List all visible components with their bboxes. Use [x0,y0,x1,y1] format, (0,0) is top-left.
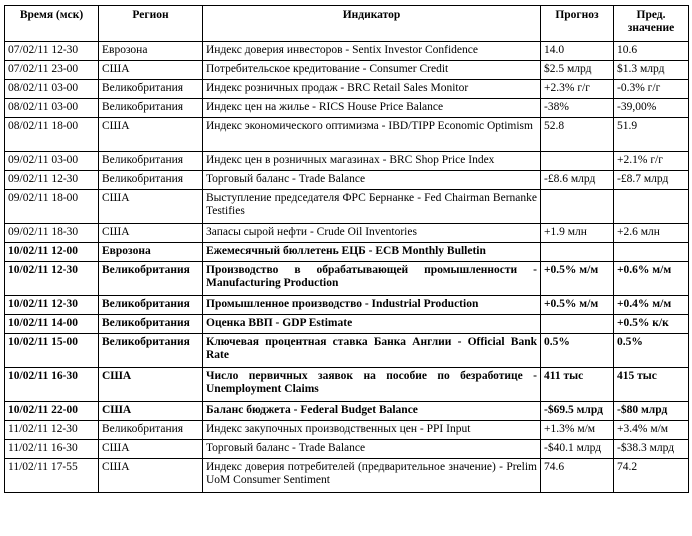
table-row [5,61,689,80]
table-row [5,315,689,334]
time-cell: 07/02/11 12-30 [5,42,99,61]
previous-cell: +0.4% м/м [614,296,689,315]
region-cell: США [99,190,203,224]
previous-cell: +3.4% м/м [614,421,689,440]
region-cell: Великобритания [99,315,203,334]
indicator-cell: Индекс цен на жилье - RICS House Price Balance [203,99,541,118]
region-cell: США [99,459,203,493]
header-indicator: Индикатор [203,6,541,42]
indicator-cell: Промышленное производство - Industrial Production [203,296,541,315]
indicator-cell: Торговый баланс - Trade Balance [203,171,541,190]
indicator-cell: Индекс розничных продаж - BRC Retail Sales Monitor [203,80,541,99]
previous-cell [614,190,689,224]
forecast-cell: -38% [541,99,614,118]
time-cell: 09/02/11 18-30 [5,224,99,243]
indicator-cell: Торговый баланс - Trade Balance [203,440,541,459]
table-row [5,152,689,171]
region-cell: Великобритания [99,262,203,296]
forecast-cell: 52.8 [541,118,614,152]
forecast-cell: -£8.6 млрд [541,171,614,190]
table-row [5,262,689,296]
table-row [5,459,689,493]
forecast-cell: +2.3% г/г [541,80,614,99]
previous-cell: $1.3 млрд [614,61,689,80]
indicator-cell: Ежемесячный бюллетень ЕЦБ - ECB Monthly Bulletin [203,243,541,262]
region-cell: Еврозона [99,42,203,61]
region-cell: Великобритания [99,296,203,315]
previous-cell: +2.1% г/г [614,152,689,171]
previous-cell: +0.5% к/к [614,315,689,334]
economic-calendar-table [4,5,689,493]
forecast-cell: -$69.5 млрд [541,402,614,421]
time-cell: 10/02/11 12-30 [5,262,99,296]
time-cell: 10/02/11 22-00 [5,402,99,421]
table-row [5,368,689,402]
table-row [5,334,689,368]
time-cell: 10/02/11 12-00 [5,243,99,262]
table-row [5,243,689,262]
previous-cell: +2.6 млн [614,224,689,243]
time-cell: 11/02/11 17-55 [5,459,99,493]
indicator-cell: Индекс цен в розничных магазинах - BRC Shop Price Index [203,152,541,171]
previous-cell [614,243,689,262]
header-time: Время (мск) [5,6,99,42]
indicator-cell: Индекс доверия инвесторов - Sentix Investor Confidence [203,42,541,61]
indicator-cell: Баланс бюджета - Federal Budget Balance [203,402,541,421]
region-cell: США [99,368,203,402]
region-cell: Великобритания [99,334,203,368]
previous-cell: 51.9 [614,118,689,152]
forecast-cell [541,315,614,334]
forecast-cell: 411 тыс [541,368,614,402]
time-cell: 09/02/11 12-30 [5,171,99,190]
region-cell: Великобритания [99,171,203,190]
table-row [5,118,689,152]
previous-cell: 415 тыс [614,368,689,402]
region-cell: Еврозона [99,243,203,262]
indicator-cell: Потребительское кредитование - Consumer Credit [203,61,541,80]
header-row [5,6,689,42]
time-cell: 09/02/11 03-00 [5,152,99,171]
previous-cell: 0.5% [614,334,689,368]
region-cell: Великобритания [99,421,203,440]
header-region: Регион [99,6,203,42]
time-cell: 10/02/11 15-00 [5,334,99,368]
table-row [5,296,689,315]
time-cell: 08/02/11 03-00 [5,80,99,99]
indicator-cell: Запасы сырой нефти - Crude Oil Inventories [203,224,541,243]
time-cell: 10/02/11 14-00 [5,315,99,334]
region-cell: Великобритания [99,99,203,118]
forecast-cell: -$40.1 млрд [541,440,614,459]
previous-cell: -0.3% г/г [614,80,689,99]
time-cell: 11/02/11 16-30 [5,440,99,459]
forecast-cell: +1.3% м/м [541,421,614,440]
forecast-cell [541,190,614,224]
table-row [5,224,689,243]
header-forecast: Прогноз [541,6,614,42]
table-row [5,421,689,440]
forecast-cell: +1.9 млн [541,224,614,243]
table-row [5,171,689,190]
indicator-cell: Индекс экономического оптимизма - IBD/TIPP Economic Optimism [203,118,541,152]
region-cell: США [99,224,203,243]
table-row [5,440,689,459]
previous-cell: 74.2 [614,459,689,493]
table-row [5,402,689,421]
time-cell: 08/02/11 03-00 [5,99,99,118]
indicator-cell: Ключевая процентная ставка Банка Англии - Official Bank Rate [203,334,541,368]
previous-cell: -39,00% [614,99,689,118]
region-cell: Великобритания [99,80,203,99]
forecast-cell: 14.0 [541,42,614,61]
forecast-cell: +0.5% м/м [541,262,614,296]
time-cell: 08/02/11 18-00 [5,118,99,152]
table-body [5,42,689,493]
forecast-cell [541,152,614,171]
indicator-cell: Выступление председателя ФРС Бернанке - Fed Chairman Bernanke Testifies [203,190,541,224]
forecast-cell: $2.5 млрд [541,61,614,80]
indicator-cell: Индекс доверия потребителей (предварительное значение) - Prelim UoM Consumer Sentiment [203,459,541,493]
indicator-cell: Число первичных заявок на пособие по безработице - Unemployment Claims [203,368,541,402]
table-row [5,99,689,118]
forecast-cell: 74.6 [541,459,614,493]
time-cell: 07/02/11 23-00 [5,61,99,80]
previous-cell: 10.6 [614,42,689,61]
forecast-cell [541,243,614,262]
indicator-cell: Производство в обрабатывающей промышленности - Manufacturing Production [203,262,541,296]
previous-cell: -$80 млрд [614,402,689,421]
table-row [5,190,689,224]
previous-cell: -£8.7 млрд [614,171,689,190]
previous-cell: +0.6% м/м [614,262,689,296]
indicator-cell: Индекс закупочных производственных цен - PPI Input [203,421,541,440]
header-previous: Пред. значение [614,6,689,42]
forecast-cell: +0.5% м/м [541,296,614,315]
region-cell: США [99,402,203,421]
table-row [5,42,689,61]
time-cell: 11/02/11 12-30 [5,421,99,440]
region-cell: Великобритания [99,152,203,171]
region-cell: США [99,61,203,80]
time-cell: 10/02/11 16-30 [5,368,99,402]
time-cell: 09/02/11 18-00 [5,190,99,224]
region-cell: США [99,440,203,459]
previous-cell: -$38.3 млрд [614,440,689,459]
table-row [5,80,689,99]
indicator-cell: Оценка ВВП - GDP Estimate [203,315,541,334]
forecast-cell: 0.5% [541,334,614,368]
time-cell: 10/02/11 12-30 [5,296,99,315]
region-cell: США [99,118,203,152]
